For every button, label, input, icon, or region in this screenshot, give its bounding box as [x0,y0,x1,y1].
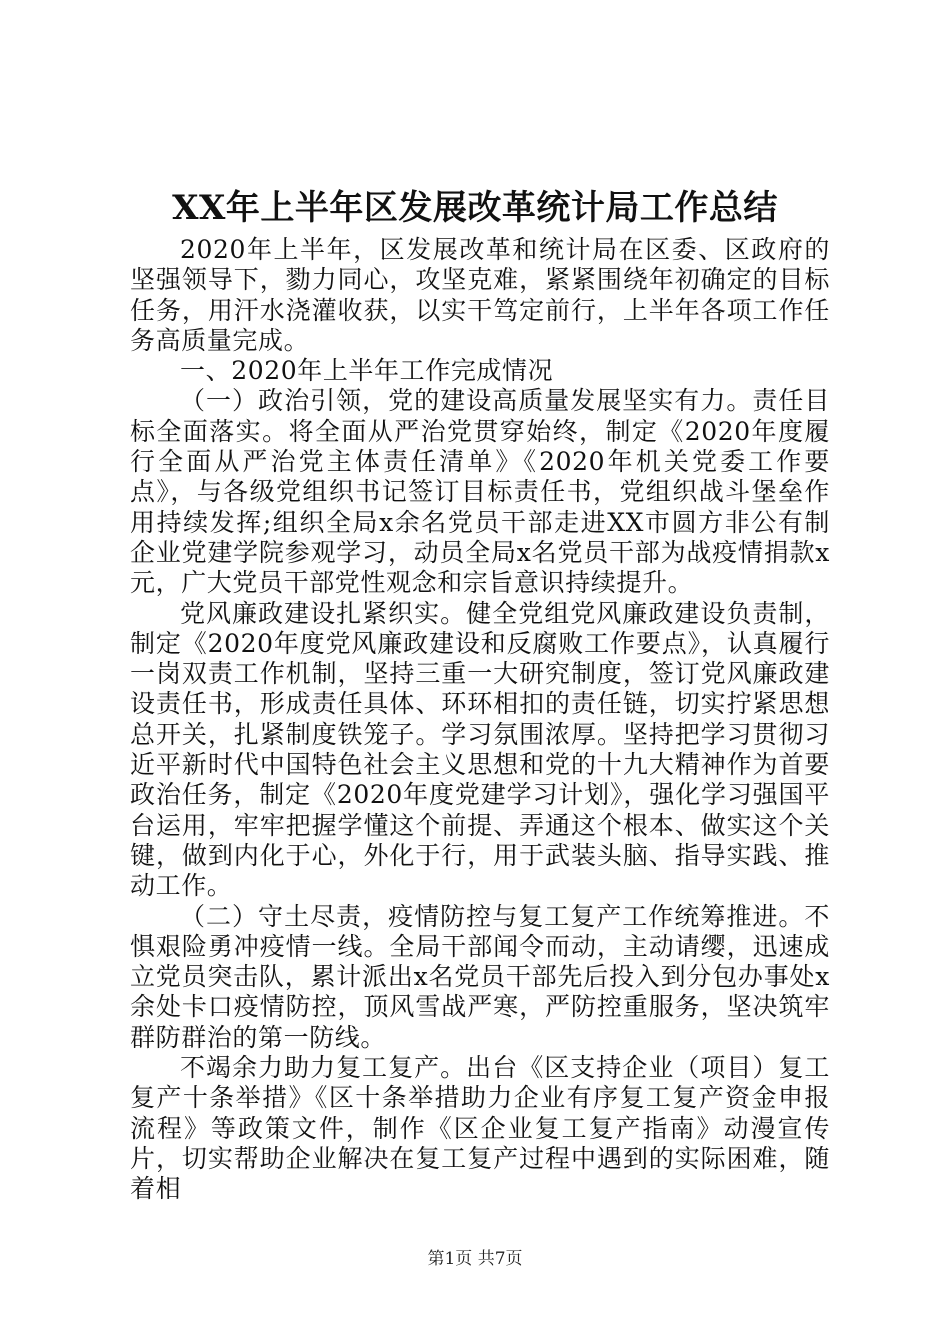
section-heading: 一、2020年上半年工作完成情况 [180,356,554,386]
paragraph-resume-production: 不竭余力助力复工复产。出台《区支持企业（项目）复工复产十条举措》《区十条举措助力企业有序复工复产资金申报流程》等政策文件，制作《区企业复工复产指南》动漫宣传片，切实帮助企业解决在复工复产过程中遇到的实际困难，随着相 [130,1053,830,1204]
paragraph-party-conduct: 党风廉政建设扎紧织实。健全党组党风廉政建设负责制，制定《2020年度党风廉政建设和反腐败工作要点》，认真履行一岗双责工作机制，坚持三重一大研究制度，签订党风廉政建设责任书，形成责任具体、环环相扣的责任链，切实拧紧思想总开关，扎紧制度铁笼子。学习氛围浓厚。坚持把学习贯彻习近平新时代中国特色社会主义思想和党的十九大精神作为首要政治任务，制定《2020年度党建学习计划》，强化学习强国平台运用，牢牢把握学懂这个前提、弄通这个根本、做实这个关键，做到内化于心，外化于行，用于武装头脑、指导实践、推动工作。 [130,598,830,901]
paragraph-epidemic-control: （二）守土尽责，疫情防控与复工复产工作统筹推进。不惧艰险勇冲疫情一线。全局干部闻令而动，主动请缨，迅速成立党员突击队，累计派出x名党员干部先后投入到分包办事处x余处卡口疫情防控，顶风雪战严寒，严防控重服务，坚决筑牢群防群治的第一防线。 [130,901,830,1052]
paragraph-political-leadership: （一）政治引领，党的建设高质量发展坚实有力。责任目标全面落实。将全面从严治党贯穿始终，制定《2020年度履行全面从严治党主体责任清单》《2020年机关党委工作要点》，与各级党组织书记签订目标责任书，党组织战斗堡垒作用持续发挥;组织全局x余名党员干部走进XX市圆方非公有制企业党建学院参观学习，动员全局x名党员干部为战疫情捐款x元，广大党员干部党性观念和宗旨意识持续提升。 [130,386,830,598]
paragraph-intro: 2020年上半年，区发展改革和统计局在区委、区政府的坚强领导下，勠力同心，攻坚克难，紧紧围绕年初确定的目标任务，用汗水浇灌收获，以实干笃定前行，上半年各项工作任务高质量完成。 [130,235,830,355]
document-title: XX年上半年区发展改革统计局工作总结 [172,188,778,228]
document-body [130,235,830,1205]
page-number-footer: 第1页 共7页 [427,1249,523,1269]
